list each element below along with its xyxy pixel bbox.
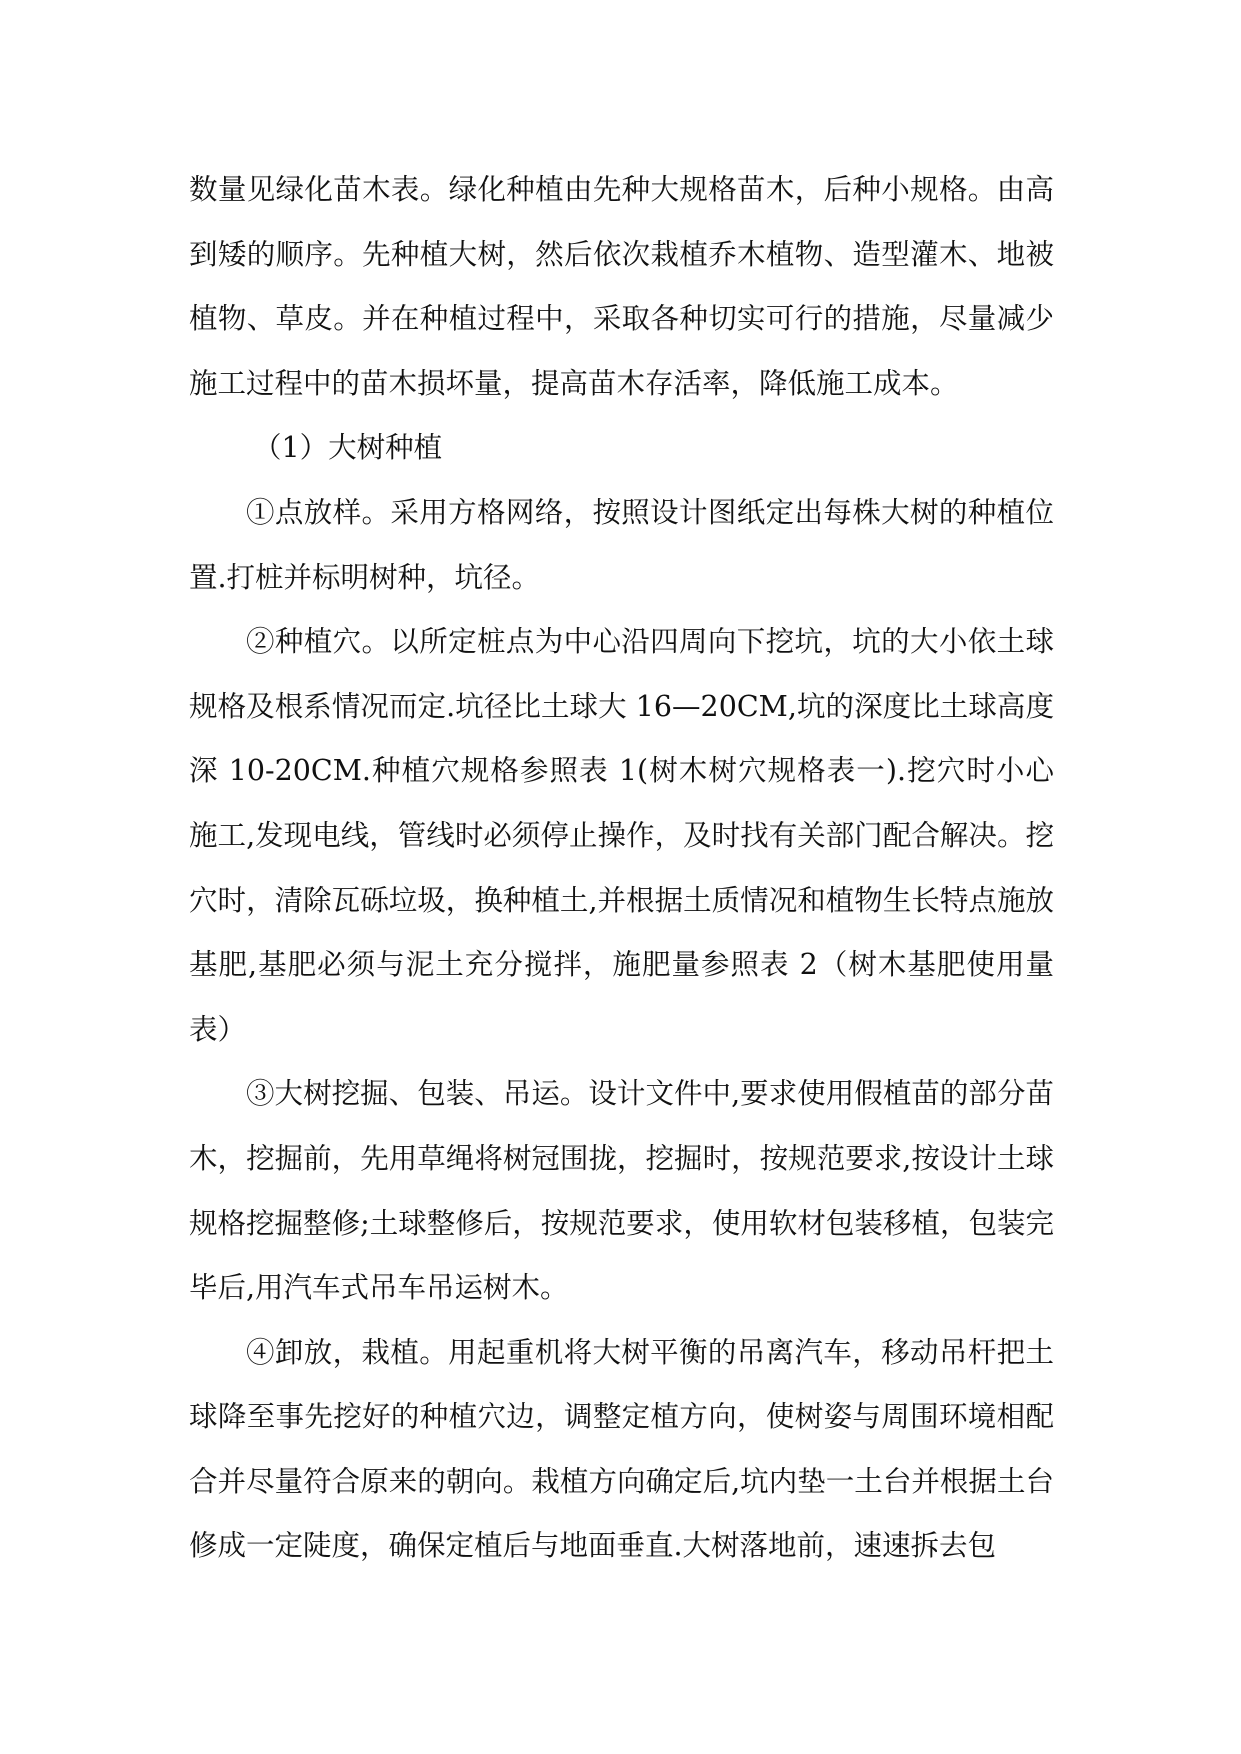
document-body	[189, 158, 1054, 1579]
paragraph-step-2-planting-pit: ②种植穴。以所定桩点为中心沿四周向下挖坑，坑的大小依土球规格及根系情况而定.坑径比土球大 16—20CM,坑的深度比土球高度深 10-20CM.种植穴规格参照表 1(树木树穴规格表一).挖穴时小心施工,发现电线，管线时必须停止操作，及时找有关部门配合解决。挖穴时，清除瓦砾垃圾，换种植土,并根据土质情况和植物生长特点施放基肥,基肥必须与泥土充分搅拌，施肥量参照表 2（树木基肥使用量表）	[189, 625, 1054, 1046]
paragraph-step-1-layout: ①点放样。采用方格网络，按照设计图纸定出每株大树的种植位置.打桩并标明树种，坑径。	[189, 495, 1054, 594]
paragraph-planting-order: 数量见绿化苗木表。绿化种植由先种大规格苗木，后种小规格。由高到矮的顺序。先种植大树，然后依次栽植乔木植物、造型灌木、地被植物、草皮。并在种植过程中，采取各种切实可行的措施，尽量减少施工过程中的苗木损坏量，提高苗木存活率，降低施工成本。	[189, 173, 1054, 400]
section-heading-large-tree-planting: （1）大树种植	[253, 431, 443, 465]
paragraph-step-3-digging-packing: ③大树挖掘、包装、吊运。设计文件中,要求使用假植苗的部分苗木，挖掘前，先用草绳将树冠围拢，挖掘时，按规范要求,按设计土球规格挖掘整修;土球整修后，按规范要求，使用软材包装移植，包装完毕后,用汽车式吊车吊运树木。	[189, 1077, 1054, 1305]
paragraph-step-4-unloading-planting: ④卸放，栽植。用起重机将大树平衡的吊离汽车，移动吊杆把土球降至事先挖好的种植穴边，调整定植方向，使树姿与周围环境相配合并尽量符合原来的朝向。栽植方向确定后,坑内垫一土台并根据土台修成一定陡度，确保定植后与地面垂直.大树落地前，速速拆去包	[189, 1335, 1054, 1563]
